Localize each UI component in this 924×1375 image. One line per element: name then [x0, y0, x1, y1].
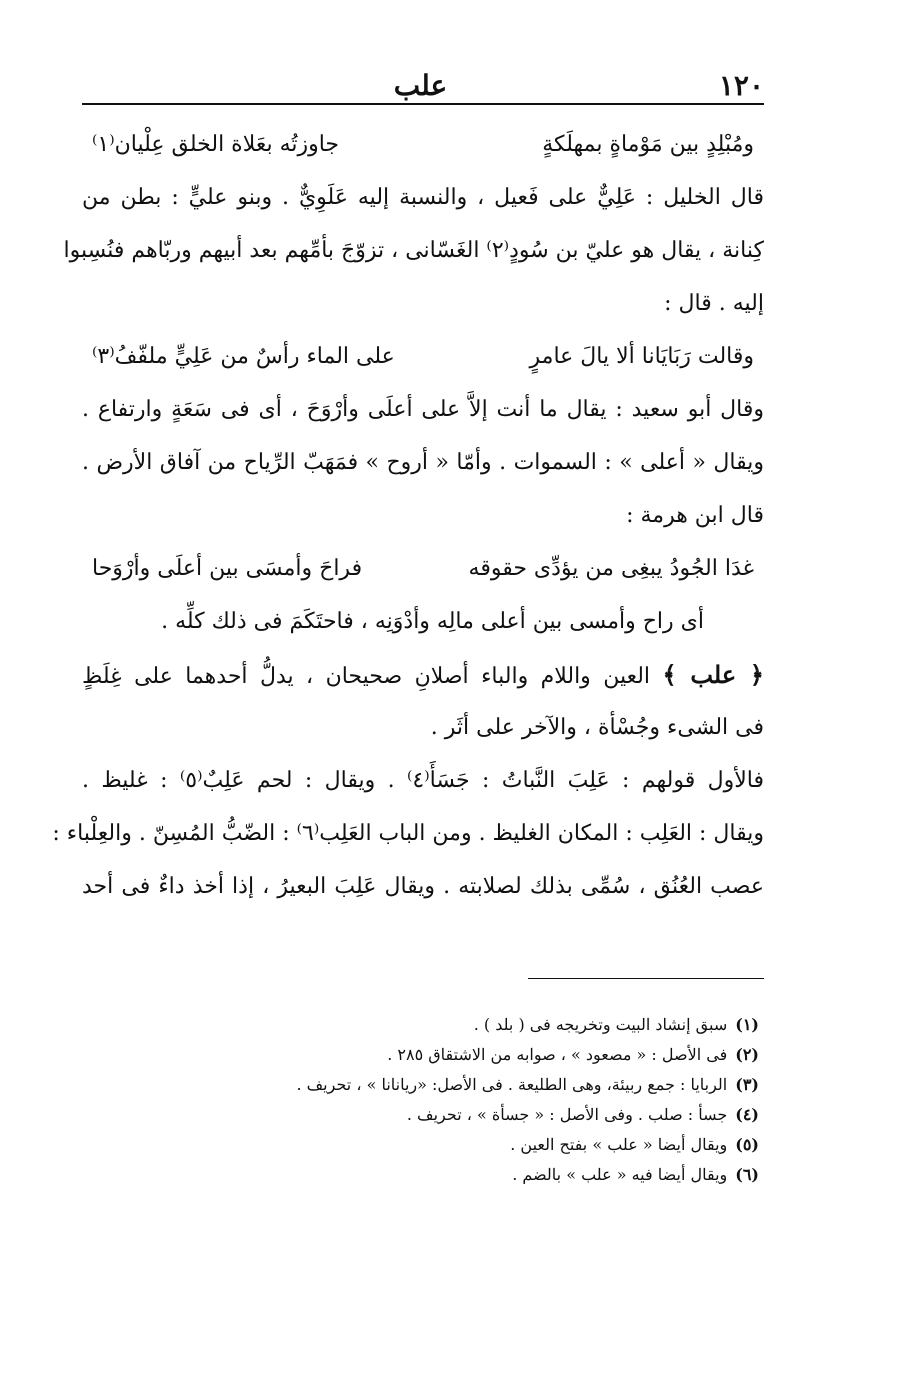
verse-3-second-hemistich: فراحَ وأمسَى بين أعلَى وأرْوَحا [92, 556, 363, 581]
text-line: ويقال « أعلى » : السموات . وأمّا « أروح » فمَهَبّ الرِّياح من آفاق الأرض . [82, 450, 764, 475]
text-line: عصب العُنُق ، سُمِّى بذلك لصلابته . ويقال عَلِبَ البعيرُ ، إذا أخذ داءٌ فى أحد [82, 874, 764, 899]
header-rule [82, 103, 764, 105]
verse-2-first-hemistich: وقالت رَبَايَانا ألا يالَ عامرٍ [529, 344, 754, 369]
footnote-number: (٤) [735, 1105, 759, 1124]
verse-1-second-hemistich: جاوزتُه بعَلاة الخلق عِلْيان⁽١⁾ [92, 132, 340, 157]
verse-3 [82, 542, 764, 595]
main-text [52, 118, 764, 913]
footnote [240, 1100, 759, 1130]
verse-1-first-hemistich: ومُبْلِدٍ بين مَوْماةٍ بمهلَكةٍ [542, 132, 754, 157]
verse-2-second-hemistich: على الماء رأسٌ من عَلِيٍّ ملفّفُ⁽٣⁾ [92, 344, 395, 369]
text-line: إليه . قال : [664, 291, 764, 316]
footnote-text: الربايا : جمع ربيئة، وهى الطليعة . فى الأصل: «ريانانا » ، تحريف . [296, 1075, 728, 1094]
text-line: وقال أبو سعيد : يقال ما أنت إلاَّ على أعلَى وأرْوَحَ ، أى فى سَعَةٍ وارتفاع . [82, 397, 764, 422]
running-title: علب [393, 69, 448, 102]
footnote [240, 1130, 759, 1160]
footnote [240, 1040, 759, 1070]
footnote [240, 1070, 759, 1100]
text-line: قال ابن هرمة : [626, 503, 764, 528]
footnote-number: (١) [735, 1015, 759, 1034]
footnote-text: سبق إنشاد البيت وتخريجه فى ( بلد ) . [473, 1015, 728, 1034]
footnote-text: ويقال أيضا فيه « علب » بالضم . [512, 1165, 728, 1184]
footnote-number: (٦) [735, 1165, 759, 1184]
page-number: ١٢٠ [718, 69, 764, 102]
footnote-text: فى الأصل : « مصعود » ، صوابه من الاشتقاق ٢٨٥ . [387, 1045, 728, 1064]
footnote-number: (٥) [735, 1135, 759, 1154]
text-line: ويقال : العَلِب : المكان الغليظ . ومن الباب العَلِب⁽٦⁾ : الضّبُّ المُسِنّ . والعِلْباء : [52, 821, 764, 846]
footnote-number: (٢) [735, 1045, 759, 1064]
footnote-text: ويقال أيضا « علب » بفتح العين . [510, 1135, 728, 1154]
verse-3-first-hemistich: غدَا الجُودُ يبغِى من يؤدِّى حقوقه [468, 556, 754, 581]
footnote-text: جسأ : صلب . وفى الأصل : « جسأة » ، تحريف . [406, 1105, 728, 1124]
text-line: قال الخليل : عَلِيٌّ على فَعيل ، والنسبة إليه عَلَوِيٌّ . وبنو عليٍّ : بطن من [82, 185, 764, 210]
footnote [240, 1010, 759, 1040]
footnote [240, 1160, 759, 1190]
footnotes [240, 1010, 759, 1190]
page-header [82, 52, 764, 102]
text-line: كِنانة ، يقال هو عليّ بن سُودٍ⁽٢⁾ الغَسّانى ، تزوّجَ بأمِّهم بعد أبيهم وربّاهم فنُسِبوا [63, 238, 764, 263]
text-line: فى الشىء وجُسْأة ، والآخر على أثَر . [430, 715, 764, 740]
entry-line [82, 648, 764, 701]
footnote-number: (٣) [735, 1075, 759, 1094]
entry-headword: ﴿ علب ﴾ [662, 660, 764, 689]
verse-1 [82, 118, 764, 171]
footnote-rule [528, 978, 764, 979]
verse-2 [82, 330, 764, 383]
text-line: أى راح وأمسى بين أعلى مالِه وأدْوَنِه ، فاحتَكَمَ فى ذلك كلِّه . [161, 609, 704, 634]
text-line: فالأول قولهم : عَلِبَ النَّباتُ : جَسَأَ⁽٤⁾ . ويقال : لحم عَلِبٌ⁽٥⁾ : غليظ . [82, 768, 764, 793]
entry-text: العين واللام والباء أصلانِ صحيحان ، يدلُّ أحدهما على غِلَظٍ [82, 664, 651, 689]
